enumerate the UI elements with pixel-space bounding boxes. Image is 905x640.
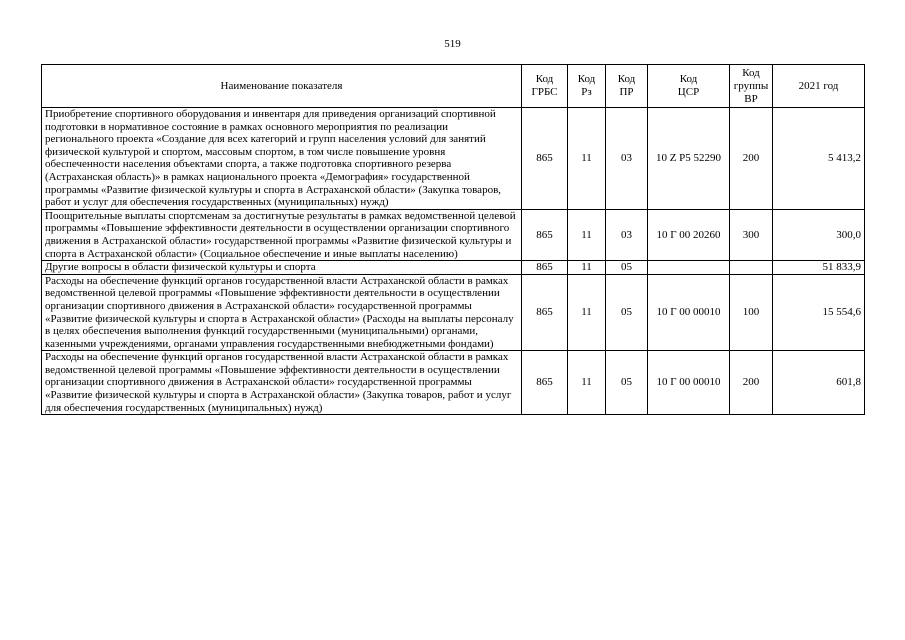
table-row — [42, 351, 865, 415]
header-csr-line1: Код — [679, 73, 698, 85]
row-amount: 601,8 — [773, 351, 865, 415]
row-grbs: 865 — [522, 209, 568, 260]
row-amount: 300,0 — [773, 209, 865, 260]
header-pr — [606, 65, 648, 108]
row-csr: 10 Г 00 00010 — [648, 351, 730, 415]
row-rz: 11 — [568, 209, 606, 260]
row-pr: 05 — [606, 261, 648, 275]
row-grbs: 865 — [522, 108, 568, 210]
header-grbs — [522, 65, 568, 108]
row-vr: 200 — [730, 351, 773, 415]
table-row — [42, 274, 865, 351]
row-name: Поощрительные выплаты спортсменам за достигнутые результаты в рамках ведомственной целевой программы «Повышение эффективности деятельности в осуществлении организации спортивного движения в Астраханской области» государственной программы «Развитие физической культуры и спорта в Астраханской области» (Социальное обеспечение и иные выплаты населению) — [42, 209, 522, 260]
table-row — [42, 209, 865, 260]
header-vr-line2: группы — [733, 79, 769, 92]
row-vr: 300 — [730, 209, 773, 260]
row-csr — [648, 261, 730, 275]
header-csr — [648, 65, 730, 108]
row-grbs: 865 — [522, 351, 568, 415]
header-pr-line2: ПР — [619, 86, 634, 98]
row-pr: 05 — [606, 351, 648, 415]
row-pr: 03 — [606, 209, 648, 260]
row-name: Приобретение спортивного оборудования и инвентаря для приведения организаций спортивной подготовки в нормативное состояние в рамках основного мероприятия по реализации регионального проекта «Создание для всех категорий и групп населения условий для занятий физической культурой и спортом, массовым спортом, в том числе повышение уровня обеспеченности населения объектами спорта, а также подготовка спортивного резерва (Астраханская область)» в рамках национального проекта «Демография» государственной программы «Развитие физической культуры и спорта в Астраханской области» (Закупка товаров, работ и услуг для обеспечения государственных (муниципальных) нужд) — [42, 108, 522, 210]
row-vr: 200 — [730, 108, 773, 210]
table-row — [42, 108, 865, 210]
header-vr-line3: ВР — [744, 92, 758, 105]
row-pr: 03 — [606, 108, 648, 210]
table-header-row — [42, 65, 865, 108]
row-amount: 5 413,2 — [773, 108, 865, 210]
header-vr-line1: Код — [742, 66, 760, 79]
row-name: Другие вопросы в области физической культуры и спорта — [42, 261, 522, 275]
header-rz-line1: Код — [577, 73, 596, 85]
row-name: Расходы на обеспечение функций органов государственной власти Астраханской области в рамках ведомственной целевой программы «Повышение эффективности деятельности в осуществлении организации спортивного движения в Астраханской области» государственной программы «Развитие физической культуры и спорта в Астраханской области» (Расходы на выплаты персоналу в целях обеспечения выполнения функций государственными (муниципальными) органами, казенными учреждениями, органами управления государственными внебюджетными фондами) — [42, 274, 522, 351]
row-amount: 51 833,9 — [773, 261, 865, 275]
row-grbs: 865 — [522, 261, 568, 275]
row-csr: 10 Г 00 00010 — [648, 274, 730, 351]
table-row — [42, 261, 865, 275]
row-rz: 11 — [568, 274, 606, 351]
budget-table — [41, 64, 865, 415]
header-grbs-line2: ГРБС — [531, 86, 558, 98]
row-vr: 100 — [730, 274, 773, 351]
row-rz: 11 — [568, 351, 606, 415]
header-pr-line1: Код — [617, 73, 636, 85]
header-name: Наименование показателя — [42, 65, 522, 108]
header-vr — [730, 65, 773, 108]
header-rz — [568, 65, 606, 108]
row-csr: 10 Г 00 20260 — [648, 209, 730, 260]
header-rz-line2: Рз — [581, 86, 592, 98]
header-grbs-line1: Код — [535, 73, 554, 85]
row-rz: 11 — [568, 261, 606, 275]
row-rz: 11 — [568, 108, 606, 210]
row-csr: 10 Z P5 52290 — [648, 108, 730, 210]
page-number: 519 — [444, 38, 461, 50]
header-year: 2021 год — [773, 65, 865, 108]
row-amount: 15 554,6 — [773, 274, 865, 351]
header-csr-line2: ЦСР — [677, 86, 700, 98]
row-name: Расходы на обеспечение функций органов государственной власти Астраханской области в рамках ведомственной целевой программы «Повышение эффективности деятельности в осуществлении организации спортивного движения в Астраханской области» государственной программы «Развитие физической культуры и спорта в Астраханской области» (Закупка товаров, работ и услуг для обеспечения государственных (муниципальных) нужд) — [42, 351, 522, 415]
row-vr — [730, 261, 773, 275]
row-pr: 05 — [606, 274, 648, 351]
row-grbs: 865 — [522, 274, 568, 351]
